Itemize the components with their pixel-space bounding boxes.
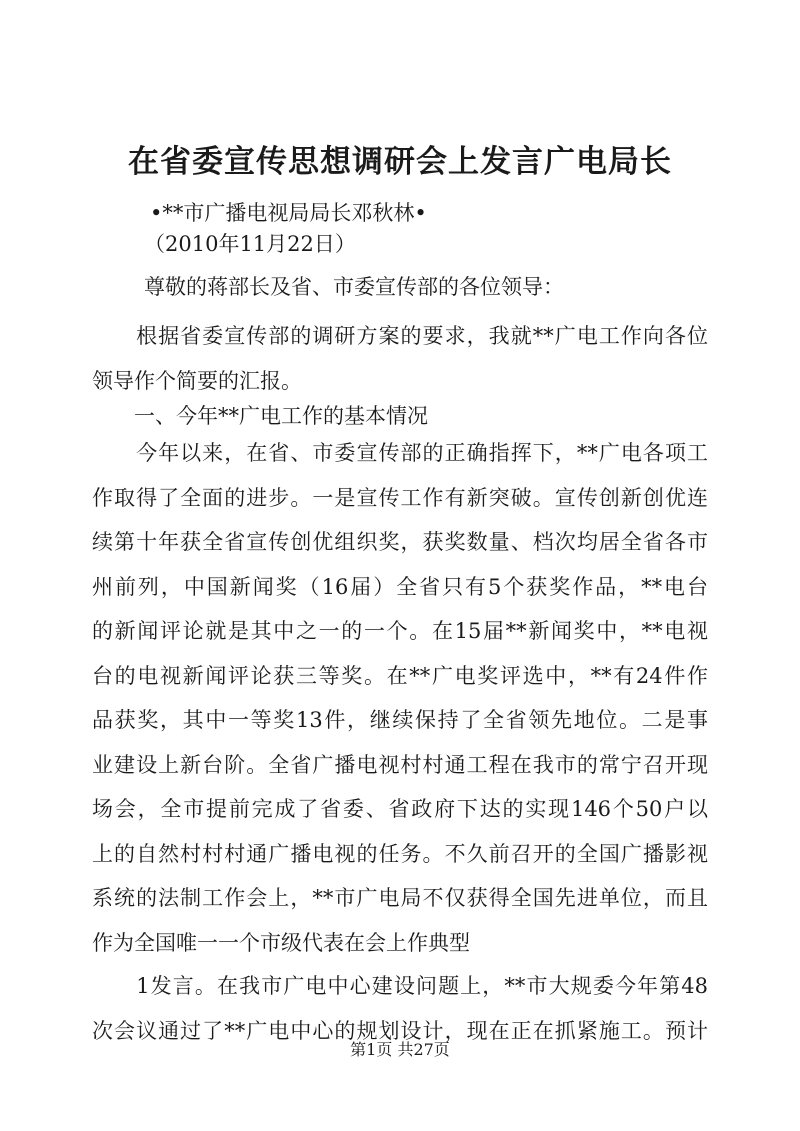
document-title: 在省委宣传思想调研会上发言广电局长 xyxy=(128,144,672,180)
paragraph-line: 作为全国唯一一个市级代表在会上作典型 xyxy=(92,930,470,955)
paragraph-line: 品获奖，其中一等奖13件，继续保持了全省领先地位。二是事 xyxy=(92,708,708,732)
paragraph-line: 续第十年获全省宣传创优组织奖，获奖数量、档次均居全省各市 xyxy=(92,530,708,554)
paragraph-line: 业建设上新台阶。全省广播电视村村通工程在我市的常宁召开现 xyxy=(92,752,708,777)
paragraph-line: 台的电视新闻评论获三等奖。在**广电奖评选中，**有24件作 xyxy=(92,663,708,688)
date-line: （2010年11月22日） xyxy=(144,232,356,256)
section-heading-text: 一、今年**广电工作的基本情况 xyxy=(92,404,428,428)
paragraph-line: 上的自然村村村通广播电视的任务。不久前召开的全国广播影视 xyxy=(92,841,708,866)
paragraph-line: 系统的法制工作会上，**市广电局不仅获得全国先进单位，而且 xyxy=(92,886,708,910)
paragraph-line: 作取得了全面的进步。一是宣传工作有新突破。宣传创新创优连 xyxy=(92,485,708,510)
paragraph-line: 今年以来，在省、市委宣传部的正确指挥下，**广电各项工 xyxy=(92,441,708,465)
paragraph-1 xyxy=(92,314,708,403)
paragraph-line: 场会，全市提前完成了省委、省政府下达的实现146个50户以 xyxy=(92,797,708,821)
page-number-footer: 第1页 共27页 xyxy=(350,1040,450,1059)
paragraph-line: 领导作个简要的汇报。 xyxy=(92,368,302,393)
paragraph-line: 根据省委宣传部的调研方案的要求，我就**广电工作向各位 xyxy=(92,324,708,348)
paragraph-line: 的新闻评论就是其中之一的一个。在15届**新闻奖中，**电视 xyxy=(92,619,708,643)
paragraph-line: 次会议通过了**广电中心的规划设计，现在正在抓紧施工。预计 xyxy=(92,1018,708,1043)
paragraph-line: 州前列，中国新闻奖（16届）全省只有5个获奖作品，**电台 xyxy=(92,574,708,599)
paragraph-line: 1发言。在我市广电中心建设问题上，**市大规委今年第48 xyxy=(92,974,708,998)
paragraph-2 xyxy=(92,431,708,965)
salutation: 尊敬的蒋部长及省、市委宣传部的各位领导： xyxy=(144,275,564,299)
author-line: •**市广播电视局局长邓秋林• xyxy=(150,201,427,225)
